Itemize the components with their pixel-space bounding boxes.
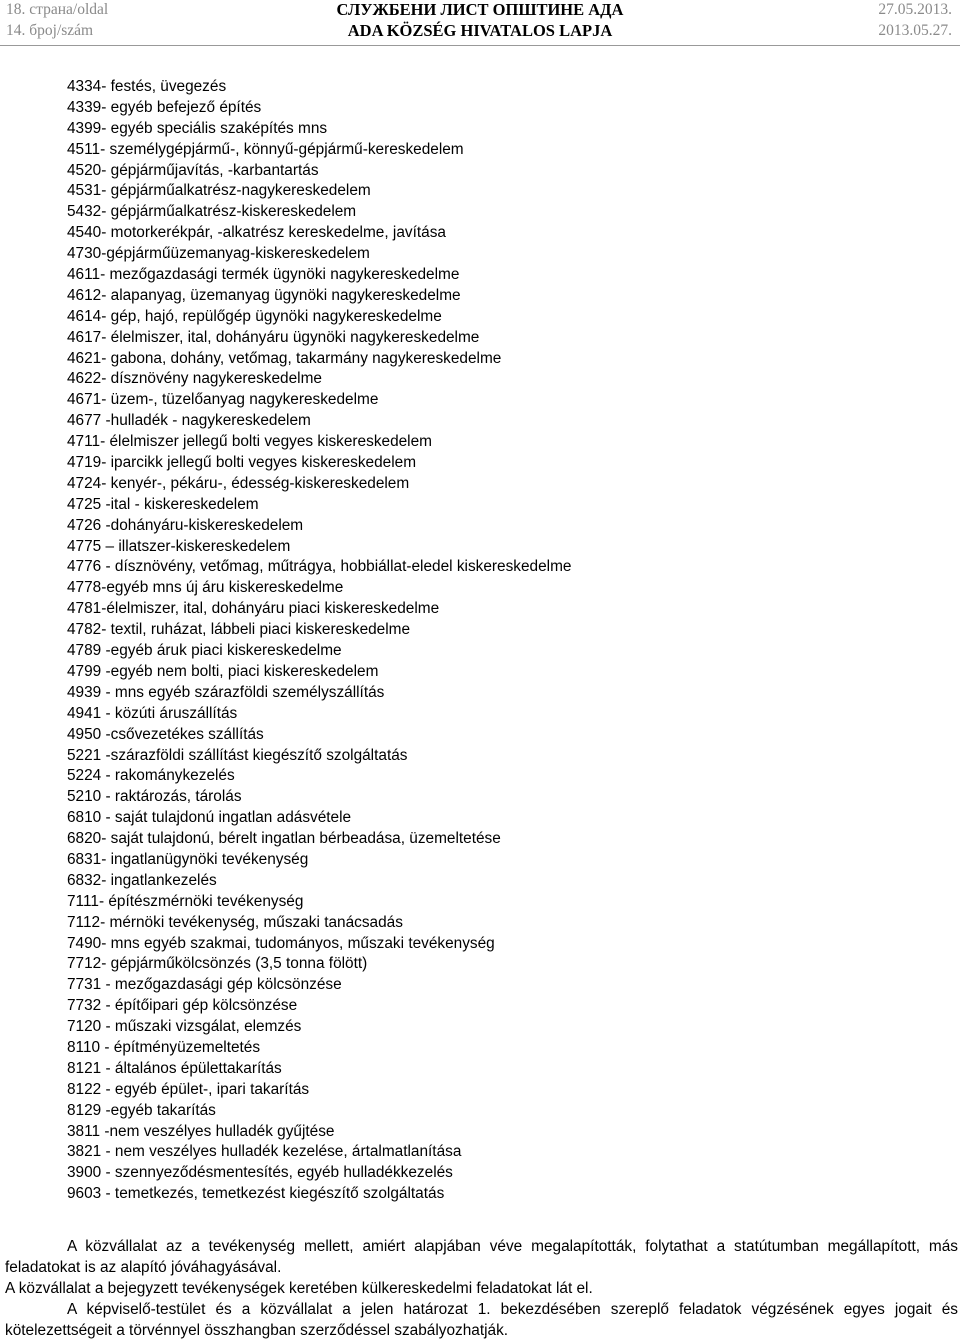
- page-number-serbian: 18. страна/oldal: [6, 1, 109, 18]
- activity-item: 4939 - mns egyéb szárazföldi személyszállítás: [67, 683, 385, 701]
- activity-item: 6820- saját tulajdonú, bérelt ingatlan bérbeadása, üzemeltetése: [67, 830, 501, 848]
- activity-item: 4677 -hulladék - nagykereskedelem: [67, 412, 311, 430]
- gazette-title-serbian: СЛУЖБЕНИ ЛИСТ ОПШТИНЕ АДА: [336, 0, 624, 19]
- activity-item: 4399- egyéb speciális szaképítés mns: [67, 119, 328, 137]
- paragraph-contract-rights: A képviselő-testület és a közvállalat a jelen határozat 1. bekezdésében szereplő feladatok végzésének egyes jogait és kötelezettségeit a törvénnyel összhangban szerződéssel szabályozhatják.: [5, 1301, 958, 1339]
- activity-item: 4950 -csővezetékes szállítás: [67, 725, 264, 743]
- activity-item: 7712- gépjárműkölcsönzés (3,5 tonna fölött): [67, 955, 368, 973]
- activity-item: 4730-gépjárműüzemanyag-kiskereskedelem: [67, 245, 370, 263]
- activity-item: 3821 - nem veszélyes hulladék kezelése, ártalmatlanítása: [67, 1143, 462, 1161]
- activity-item: 4334- festés, üvegezés: [67, 78, 227, 95]
- activity-item: 4776 - dísznövény, vetőmag, műtrágya, hobbiállat-eledel kiskereskedelme: [67, 558, 572, 576]
- activity-item: 4778-egyéb mns új áru kiskereskedelme: [67, 579, 344, 597]
- activity-item: 7111- építészmérnöki tevékenység: [67, 892, 304, 910]
- activity-list: [67, 77, 571, 1205]
- activity-item: 4726 -dohányáru-kiskereskedelem: [67, 516, 304, 534]
- activity-item: 5432- gépjárműalkatrész-kiskereskedelem: [67, 203, 357, 221]
- activity-item: 4724- kenyér-, pékáru-, édesség-kiskereskedelem: [67, 474, 410, 492]
- activity-item: 5210 - raktározás, tárolás: [67, 788, 242, 806]
- activity-item: 4941 - közúti áruszállítás: [67, 704, 238, 722]
- activity-item: 5221 -szárazföldi szállítást kiegészítő szolgáltatás: [67, 746, 408, 764]
- activity-item: 7120 - műszaki vizsgálat, elemzés: [67, 1018, 302, 1036]
- activity-item: 5224 - rakománykezelés: [67, 767, 235, 785]
- date-serbian: 27.05.2013.: [878, 1, 952, 18]
- activity-item: 8122 - egyéb épület-, ipari takarítás: [67, 1080, 310, 1098]
- activity-item: 4671- üzem-, tüzelőanyag nagykereskedelme: [67, 391, 379, 409]
- activity-item: 4611- mezőgazdasági termék ügynöki nagykereskedelme: [67, 266, 460, 284]
- gazette-title-hungarian: ADA KÖZSÉG HIVATALOS LAPJA: [347, 21, 613, 40]
- issue-number: 14. број/szám: [6, 22, 94, 39]
- activity-item: 7731 - mezőgazdasági gép kölcsönzése: [67, 976, 342, 994]
- activity-item: 7112- mérnöki tevékenység, műszaki tanácsadás: [67, 913, 403, 931]
- activity-item: 4725 -ital - kiskereskedelem: [67, 495, 259, 513]
- activity-item: 4782- textil, ruházat, lábbeli piaci kiskereskedelme: [67, 621, 411, 639]
- activity-item: 4781-élelmiszer, ital, dohányáru piaci kiskereskedelme: [67, 600, 440, 618]
- activity-item: 4520- gépjárműjavítás, -karbantartás: [67, 161, 319, 179]
- activity-item: 4622- dísznövény nagykereskedelme: [67, 370, 322, 388]
- activity-item: 8129 -egyéb takarítás: [67, 1101, 216, 1119]
- activity-item: 8110 - építményüzemeltetés: [67, 1038, 261, 1056]
- activity-item: 7490- mns egyéb szakmai, tudományos, műszaki tevékenység: [67, 934, 495, 952]
- activity-item: 4711- élelmiszer jellegű bolti vegyes kiskereskedelem: [67, 433, 432, 451]
- activity-item: 7732 - építőipari gép kölcsönzése: [67, 997, 298, 1015]
- activity-item: 3811 -nem veszélyes hulladék gyűjtése: [67, 1122, 335, 1140]
- activity-item: 6832- ingatlankezelés: [67, 871, 217, 889]
- date-hungarian: 2013.05.27.: [878, 22, 952, 39]
- activity-item: 4799 -egyéb nem bolti, piaci kiskereskedelem: [67, 662, 379, 680]
- activity-item: 4531- gépjárműalkatrész-nagykereskedelem: [67, 182, 371, 200]
- activity-item: 6810 - saját tulajdonú ingatlan adásvétele: [67, 809, 352, 827]
- activity-item: 4789 -egyéb áruk piaci kiskereskedelme: [67, 642, 342, 660]
- activity-item: 4719- iparcikk jellegű bolti vegyes kiskereskedelem: [67, 454, 417, 472]
- paragraph-foreign-trade: A közvállalat a bejegyzett tevékenységek keretében külkereskedelmi feladatokat lát el.: [5, 1280, 593, 1297]
- activity-item: 4339- egyéb befejező építés: [67, 98, 262, 116]
- activity-item: 4612- alapanyag, üzemanyag ügynöki nagykereskedelme: [67, 286, 461, 304]
- activity-item: 4614- gép, hajó, repülőgép ügynöki nagykereskedelme: [67, 307, 442, 325]
- activity-item: 4511- személygépjármű-, könnyű-gépjármű-kereskedelem: [67, 140, 464, 158]
- activity-item: 3900 - szennyeződésmentesítés, egyéb hulladékkezelés: [67, 1164, 453, 1182]
- activity-item: 4775 – illatszer-kiskereskedelem: [67, 537, 291, 555]
- activity-item: 4621- gabona, dohány, vetőmag, takarmány nagykereskedelme: [67, 349, 502, 367]
- header-divider: [0, 45, 960, 46]
- activity-item: 4540- motorkerékpár, -alkatrész kereskedelme, javítása: [67, 224, 446, 242]
- paragraph-other-tasks: A közvállalat az a tevékenység mellett, amiért alapjában véve megalapították, folytathat a statútumban megállapított, más feladatokat is az alapító jóváhagyásával.: [5, 1238, 958, 1276]
- activity-item: 8121 - általános épülettakarítás: [67, 1059, 282, 1077]
- activity-item: 9603 - temetkezés, temetkezést kiegészítő szolgáltatás: [67, 1185, 445, 1203]
- activity-item: 4617- élelmiszer, ital, dohányáru ügynöki nagykereskedelme: [67, 328, 480, 346]
- activity-item: 6831- ingatlanügynöki tevékenység: [67, 850, 309, 868]
